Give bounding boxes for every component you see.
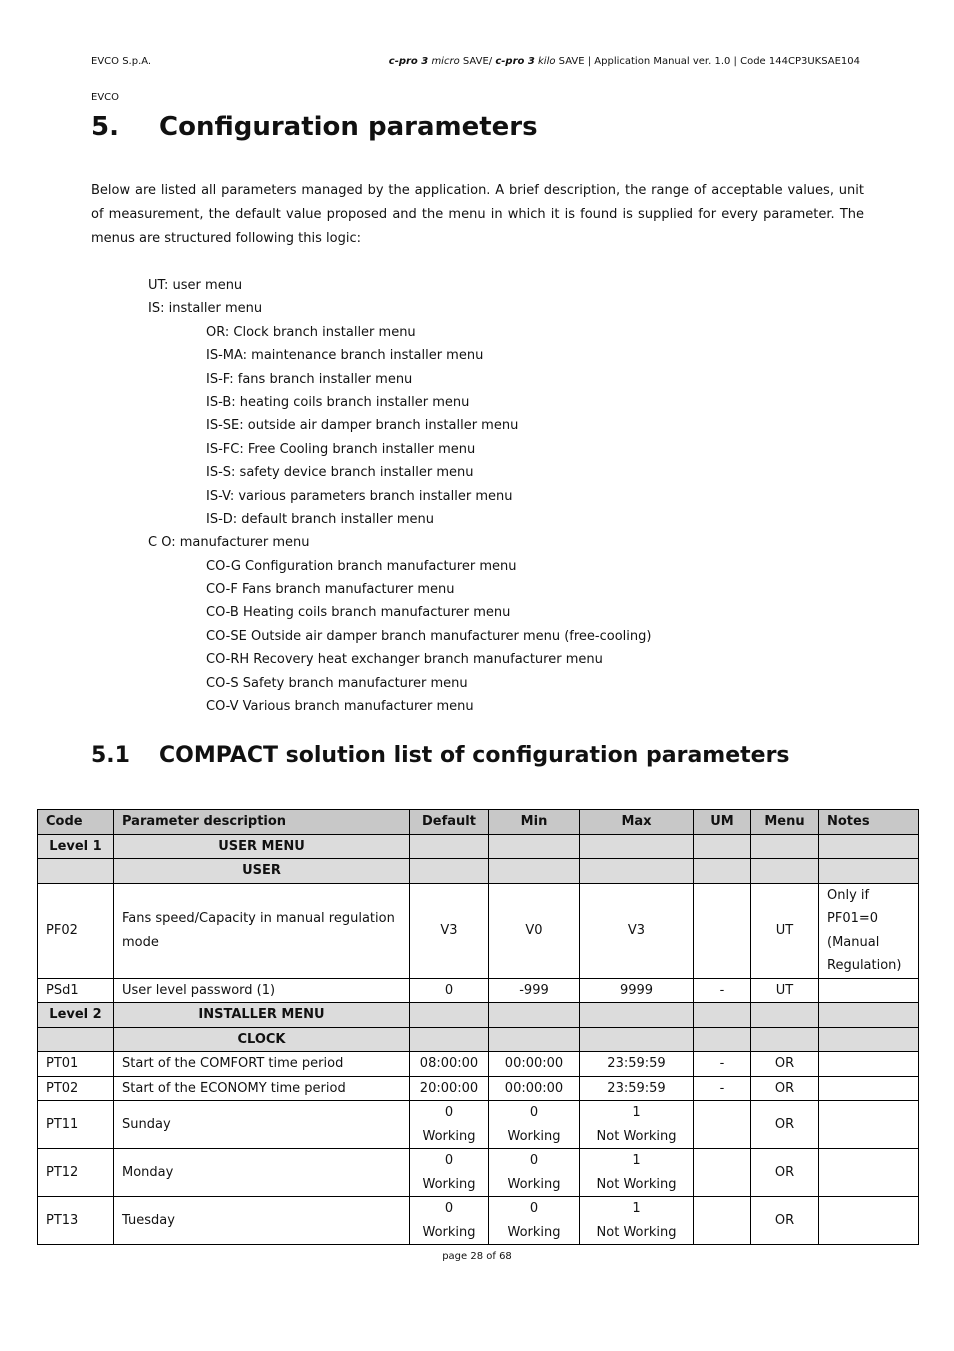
table-row [38, 834, 919, 859]
table-row [38, 978, 919, 1003]
header-product-b-variant: kilo [538, 56, 556, 67]
cell-default [410, 1197, 489, 1245]
table-row [38, 1052, 919, 1077]
menu-list-item: IS-MA: maintenance branch installer menu [206, 348, 484, 364]
menu-list-item: OR: Clock branch installer menu [206, 324, 416, 340]
menu-list-item: CO-S Safety branch manufacturer menu [206, 675, 468, 691]
cell-min: -999 [489, 978, 580, 1003]
cell-max-label: Not Working [596, 1128, 677, 1144]
cell-menu: OR [751, 1101, 819, 1149]
parameters-table [37, 809, 919, 1245]
cell-description: User level password (1) [114, 978, 410, 1003]
cell-max-label: Not Working [596, 1224, 677, 1240]
section-title: Configuration parameters [159, 112, 538, 142]
cell-empty [410, 1003, 489, 1028]
cell-notes [819, 1197, 919, 1245]
header-product-a-variant: micro [431, 56, 460, 67]
cell-code: PT12 [38, 1149, 114, 1197]
cell-um: - [694, 978, 751, 1003]
menu-list-item: CO-RH Recovery heat exchanger branch manufacturer menu [206, 652, 603, 668]
cell-um [694, 1101, 751, 1149]
cell-max-value: 1 [632, 1201, 641, 1216]
cell-description: INSTALLER MENU [114, 1003, 410, 1028]
cell-empty [580, 1003, 694, 1028]
section-heading [91, 112, 538, 142]
cell-description: Start of the COMFORT time period [114, 1052, 410, 1077]
cell-max-value: 1 [632, 1153, 641, 1168]
cell-min: 00:00:00 [489, 1052, 580, 1077]
cell-max-value: 1 [632, 1105, 641, 1120]
cell-default-label: Working [422, 1224, 476, 1240]
cell-code: Level 1 [38, 834, 114, 859]
subsection-title: COMPACT solution list of configuration parameters [159, 743, 790, 768]
cell-menu: UT [751, 883, 819, 978]
menu-list-item: CO-F Fans branch manufacturer menu [206, 582, 455, 598]
cell-empty [751, 834, 819, 859]
header-product-a: c-pro 3 [388, 56, 429, 67]
table-row [38, 859, 919, 884]
menu-list-item: IS: installer menu [148, 301, 263, 317]
cell-empty [410, 859, 489, 884]
cell-notes [819, 978, 919, 1003]
cell-code: PT11 [38, 1101, 114, 1149]
header-product-a-suffix: SAVE/ [462, 56, 493, 67]
menu-list-item: IS-S: safety device branch installer menu [206, 465, 474, 481]
cell-description: Monday [114, 1149, 410, 1197]
cell-description: USER [114, 859, 410, 884]
cell-menu: OR [751, 1076, 819, 1101]
col-header-default: Default [410, 810, 489, 835]
cell-default-value: 0 [444, 1201, 454, 1216]
cell-um: - [694, 1076, 751, 1101]
menu-list-item: CO-SE Outside air damper branch manufacturer menu (free-cooling) [206, 628, 652, 644]
table-row [38, 1027, 919, 1052]
table-row [38, 1076, 919, 1101]
cell-description: Start of the ECONOMY time period [114, 1076, 410, 1101]
section-number: 5. [91, 112, 119, 142]
cell-default: 0 [410, 978, 489, 1003]
cell-max: 23:59:59 [580, 1076, 694, 1101]
page-footer: page 28 of 68 [442, 1251, 512, 1262]
col-header-um: UM [694, 810, 751, 835]
cell-min [489, 1149, 580, 1197]
cell-empty [694, 859, 751, 884]
cell-code: Level 2 [38, 1003, 114, 1028]
cell-min [489, 1197, 580, 1245]
subsection-number: 5.1 [91, 743, 130, 768]
cell-default: 08:00:00 [410, 1052, 489, 1077]
cell-code: PT02 [38, 1076, 114, 1101]
cell-um [694, 1149, 751, 1197]
menu-list-item: IS-B: heating coils branch installer menu [206, 394, 470, 410]
cell-menu: UT [751, 978, 819, 1003]
cell-default-label: Working [422, 1176, 476, 1192]
menu-list-item: IS-SE: outside air damper branch installer menu [206, 418, 519, 434]
cell-min: 00:00:00 [489, 1076, 580, 1101]
cell-code [38, 1027, 114, 1052]
menu-list-item: IS-F: fans branch installer menu [206, 371, 413, 387]
cell-min-label: Working [507, 1224, 561, 1240]
cell-code: PSd1 [38, 978, 114, 1003]
cell-max [580, 1197, 694, 1245]
cell-default [410, 1149, 489, 1197]
cell-max: 23:59:59 [580, 1052, 694, 1077]
cell-max: 9999 [580, 978, 694, 1003]
cell-um [694, 1197, 751, 1245]
col-header-menu: Menu [751, 810, 819, 835]
table-header-row [38, 810, 919, 835]
cell-empty [751, 1027, 819, 1052]
cell-um: - [694, 1052, 751, 1077]
subsection-heading [91, 743, 790, 768]
cell-notes [819, 1101, 919, 1149]
cell-menu: OR [751, 1197, 819, 1245]
menu-list-item: IS-D: default branch installer menu [206, 511, 435, 527]
cell-description: Fans speed/Capacity in manual regulation mode [114, 883, 410, 978]
cell-empty [819, 1027, 919, 1052]
col-header-code: Code [38, 810, 114, 835]
cell-empty [580, 834, 694, 859]
table-row [38, 1149, 919, 1197]
menu-structure-list [148, 274, 651, 718]
cell-notes [819, 1149, 919, 1197]
cell-notes: Only if PF01=0 (Manual Regulation) [819, 883, 919, 978]
cell-description: USER MENU [114, 834, 410, 859]
cell-empty [489, 1003, 580, 1028]
cell-empty [751, 859, 819, 884]
cell-empty [410, 834, 489, 859]
cell-empty [694, 1027, 751, 1052]
header-document-info [389, 56, 860, 67]
header-company: EVCO S.p.A. [91, 56, 152, 67]
cell-default [410, 1101, 489, 1149]
cell-description: Sunday [114, 1101, 410, 1149]
brand-label: EVCO [91, 92, 120, 103]
cell-notes [819, 1052, 919, 1077]
cell-min-value: 0 [529, 1201, 539, 1216]
menu-list-item: CO-G Configuration branch manufacturer menu [206, 558, 517, 574]
cell-min-value: 0 [529, 1105, 539, 1120]
cell-empty [694, 1003, 751, 1028]
cell-min [489, 1101, 580, 1149]
cell-min-label: Working [507, 1128, 561, 1144]
cell-code: PT01 [38, 1052, 114, 1077]
cell-empty [580, 859, 694, 884]
menu-list-item: IS-V: various parameters branch installer menu [206, 488, 513, 504]
table-row [38, 883, 919, 978]
cell-code: PT13 [38, 1197, 114, 1245]
intro-paragraph: Below are listed all parameters managed by the application. A brief description, the range of acceptable values, unit of measurement, the default value proposed and the menu in which it is found is supplied for every parameter. The menus are structured following this logic: [91, 183, 864, 246]
cell-max: V3 [580, 883, 694, 978]
cell-default: V3 [410, 883, 489, 978]
cell-empty [580, 1027, 694, 1052]
col-header-min: Min [489, 810, 580, 835]
cell-max [580, 1101, 694, 1149]
table-row [38, 1003, 919, 1028]
cell-code [38, 859, 114, 884]
cell-max-label: Not Working [596, 1176, 677, 1192]
cell-default-value: 0 [444, 1105, 454, 1120]
header-product-b: c-pro 3 [495, 56, 535, 67]
col-header-notes: Notes [819, 810, 919, 835]
cell-empty [489, 834, 580, 859]
cell-um [694, 883, 751, 978]
header-product-b-suffix: SAVE | Application Manual ver. 1.0 | Code 144CP3UKSAE104 [558, 56, 860, 67]
col-header-max: Max [580, 810, 694, 835]
cell-description: Tuesday [114, 1197, 410, 1245]
menu-list-item: C O: manufacturer menu [148, 535, 310, 551]
cell-menu: OR [751, 1052, 819, 1077]
cell-min-label: Working [507, 1176, 561, 1192]
menu-list-item: CO-V Various branch manufacturer menu [206, 699, 474, 715]
cell-default-label: Working [422, 1128, 476, 1144]
table-row [38, 1101, 919, 1149]
cell-empty [694, 834, 751, 859]
cell-empty [819, 859, 919, 884]
cell-default: 20:00:00 [410, 1076, 489, 1101]
menu-list-item: UT: user menu [148, 278, 243, 293]
cell-empty [819, 1003, 919, 1028]
cell-description: CLOCK [114, 1027, 410, 1052]
cell-min-value: 0 [529, 1153, 539, 1168]
cell-min: V0 [489, 883, 580, 978]
menu-list-item: CO-B Heating coils branch manufacturer menu [206, 605, 511, 621]
col-header-description: Parameter description [114, 810, 410, 835]
cell-code: PF02 [38, 883, 114, 978]
cell-notes [819, 1076, 919, 1101]
cell-max [580, 1149, 694, 1197]
cell-empty [751, 1003, 819, 1028]
cell-menu: OR [751, 1149, 819, 1197]
cell-empty [819, 834, 919, 859]
menu-list-item: IS-FC: Free Cooling branch installer menu [206, 441, 476, 457]
cell-default-value: 0 [444, 1153, 454, 1168]
cell-empty [489, 859, 580, 884]
cell-empty [410, 1027, 489, 1052]
table-row [38, 1197, 919, 1245]
cell-empty [489, 1027, 580, 1052]
